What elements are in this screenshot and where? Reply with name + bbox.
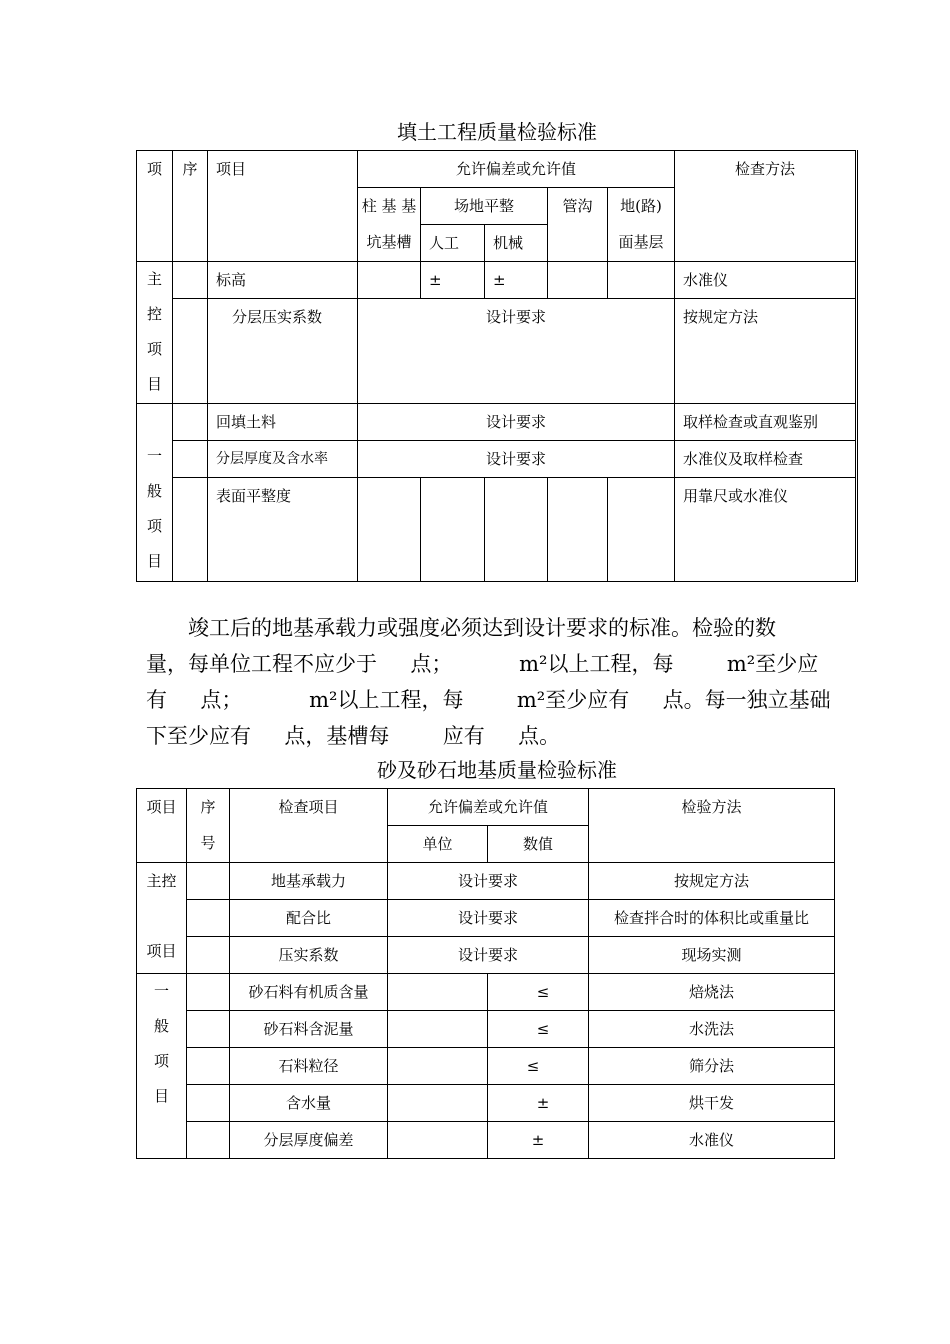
t2-row-value: 设计要求	[388, 900, 589, 937]
t2-row-value: ≤	[488, 974, 589, 1011]
t2-row-item: 分层厚度偏差	[230, 1122, 388, 1159]
header-allowance: 允许偏差或允许值	[358, 151, 675, 188]
header-pit-line2: 坑基槽	[366, 233, 412, 251]
paragraph-line: 量，每单位工程不应少于 点； m²以上工程，每 m²至少应	[146, 652, 819, 676]
row-flatness-method: 用靠尺或水准仪	[675, 478, 857, 582]
seq-cell	[173, 299, 208, 404]
main-label-char: 主	[146, 270, 162, 288]
seq-cell	[187, 937, 230, 974]
t2-row-value: ≤	[488, 1011, 589, 1048]
header-ground	[608, 188, 675, 262]
t2-unit-cell	[388, 1011, 488, 1048]
header-pit	[358, 188, 421, 262]
t2-row-method: 焙烧法	[589, 974, 835, 1011]
general-label-char: 项	[146, 517, 162, 535]
table1-title: 填土工程质量检验标准	[397, 120, 597, 144]
row-compaction-item: 分层压实系数	[208, 299, 358, 404]
header-item: 项目	[208, 151, 358, 262]
header-seq: 序	[173, 151, 208, 262]
empty-cell	[421, 478, 485, 582]
header-method: 检查方法	[675, 151, 857, 262]
table2-title: 砂及砂石地基质量检验标准	[377, 758, 617, 782]
seq-cell	[173, 478, 208, 582]
seq-cell	[187, 1011, 230, 1048]
t2-header-value: 数值	[488, 826, 589, 863]
t2-general-label-char: 般	[153, 1017, 169, 1035]
fill-quality-table	[136, 150, 858, 582]
t2-header-check-item: 检查项目	[230, 789, 388, 863]
seq-cell	[187, 1048, 230, 1085]
general-items-label	[137, 404, 173, 582]
paragraph-line: 有 点； m²以上工程，每 m²至少应有 点。每一独立基础	[146, 688, 831, 712]
seq-cell	[187, 974, 230, 1011]
row-layer-method: 水准仪及取样检查	[675, 441, 857, 478]
t2-row-value: 设计要求	[388, 937, 589, 974]
t2-header-seq-line1: 序	[200, 798, 216, 816]
t2-row-item: 砂石料有机质含量	[230, 974, 388, 1011]
t2-row-item: 压实系数	[230, 937, 388, 974]
row-elevation-machine: ±	[485, 262, 548, 299]
t2-row-value: ±	[488, 1085, 589, 1122]
t2-general-label-char: 项	[153, 1052, 169, 1070]
t2-unit-cell	[388, 1122, 488, 1159]
main-label-char: 目	[146, 375, 162, 393]
empty-cell	[608, 262, 675, 299]
t2-row-value: ±	[488, 1122, 589, 1159]
header-pit-line1: 柱 基 基	[361, 197, 417, 215]
t2-header-seq	[187, 789, 230, 863]
main-items-label	[137, 262, 173, 404]
t2-row-method: 烘干发	[589, 1085, 835, 1122]
t2-row-item: 配合比	[230, 900, 388, 937]
header-ground-line2: 面基层	[618, 233, 664, 251]
empty-cell	[358, 262, 421, 299]
t2-row-item: 砂石料含泥量	[230, 1011, 388, 1048]
header-item-group: 项	[137, 151, 173, 262]
row-backfill-value: 设计要求	[358, 404, 675, 441]
t2-main-label-top: 主控	[146, 872, 177, 890]
t2-row-method: 现场实测	[589, 937, 835, 974]
t2-row-method: 水准仪	[589, 1122, 835, 1159]
t2-general-label-char: 一	[153, 982, 169, 1000]
t2-header-unit: 单位	[388, 826, 488, 863]
t2-general-label-char: 目	[153, 1087, 169, 1105]
row-elevation-method: 水准仪	[675, 262, 857, 299]
row-elevation-manual: ±	[421, 262, 485, 299]
t2-row-method: 筛分法	[589, 1048, 835, 1085]
t2-row-value: 设计要求	[388, 863, 589, 900]
t2-row-method: 水洗法	[589, 1011, 835, 1048]
row-layer-item: 分层厚度及含水率	[208, 441, 358, 478]
sand-gravel-quality-table	[136, 788, 835, 1159]
paragraph-line: 下至少应有 点，基槽每 应有 点。	[146, 724, 561, 748]
t2-row-method: 检查拌合时的体积比或重量比	[589, 900, 835, 937]
general-label-char: 一	[146, 447, 162, 465]
empty-cell	[548, 478, 608, 582]
row-flatness-item: 表面平整度	[208, 478, 358, 582]
t2-general-items-label	[137, 974, 187, 1159]
t2-row-item: 地基承载力	[230, 863, 388, 900]
t2-row-item: 含水量	[230, 1085, 388, 1122]
t2-header-item: 项目	[137, 789, 187, 863]
t2-row-item: 石料粒径	[230, 1048, 388, 1085]
general-label-char: 目	[146, 552, 162, 570]
paragraph-line: 竣工后的地基承载力或强度必须达到设计要求的标准。检验的数	[188, 616, 776, 640]
seq-cell	[173, 262, 208, 299]
header-machine: 机械	[485, 225, 548, 262]
t2-unit-cell	[388, 1048, 488, 1085]
main-label-char: 控	[146, 305, 162, 323]
seq-cell	[187, 1085, 230, 1122]
seq-cell	[173, 404, 208, 441]
row-elevation-item: 标高	[208, 262, 358, 299]
t2-header-seq-line2: 号	[200, 834, 216, 852]
header-ground-line1: 地(路)	[620, 197, 662, 215]
inspection-paragraph	[146, 610, 831, 754]
empty-cell	[358, 478, 421, 582]
t2-unit-cell	[388, 1085, 488, 1122]
t2-unit-cell	[388, 974, 488, 1011]
general-label-char: 般	[146, 482, 162, 500]
empty-cell	[485, 478, 548, 582]
header-site-leveling: 场地平整	[421, 188, 548, 225]
row-backfill-method: 取样检查或直观鉴别	[675, 404, 857, 441]
t2-header-method: 检验方法	[589, 789, 835, 863]
row-backfill-item: 回填土料	[208, 404, 358, 441]
seq-cell	[187, 863, 230, 900]
t2-row-value: ≤	[488, 1048, 589, 1085]
header-ditch: 管沟	[548, 188, 608, 262]
main-label-char: 项	[146, 340, 162, 358]
t2-main-label-bottom: 项目	[146, 942, 177, 960]
header-manual: 人工	[421, 225, 485, 262]
t2-main-items-label	[137, 863, 187, 974]
empty-cell	[548, 262, 608, 299]
seq-cell	[187, 1122, 230, 1159]
seq-cell	[187, 900, 230, 937]
t2-header-allowance: 允许偏差或允许值	[388, 789, 589, 826]
t2-row-method: 按规定方法	[589, 863, 835, 900]
row-compaction-value: 设计要求	[358, 299, 675, 404]
empty-cell	[608, 478, 675, 582]
row-compaction-method: 按规定方法	[675, 299, 857, 404]
seq-cell	[173, 441, 208, 478]
row-layer-value: 设计要求	[358, 441, 675, 478]
